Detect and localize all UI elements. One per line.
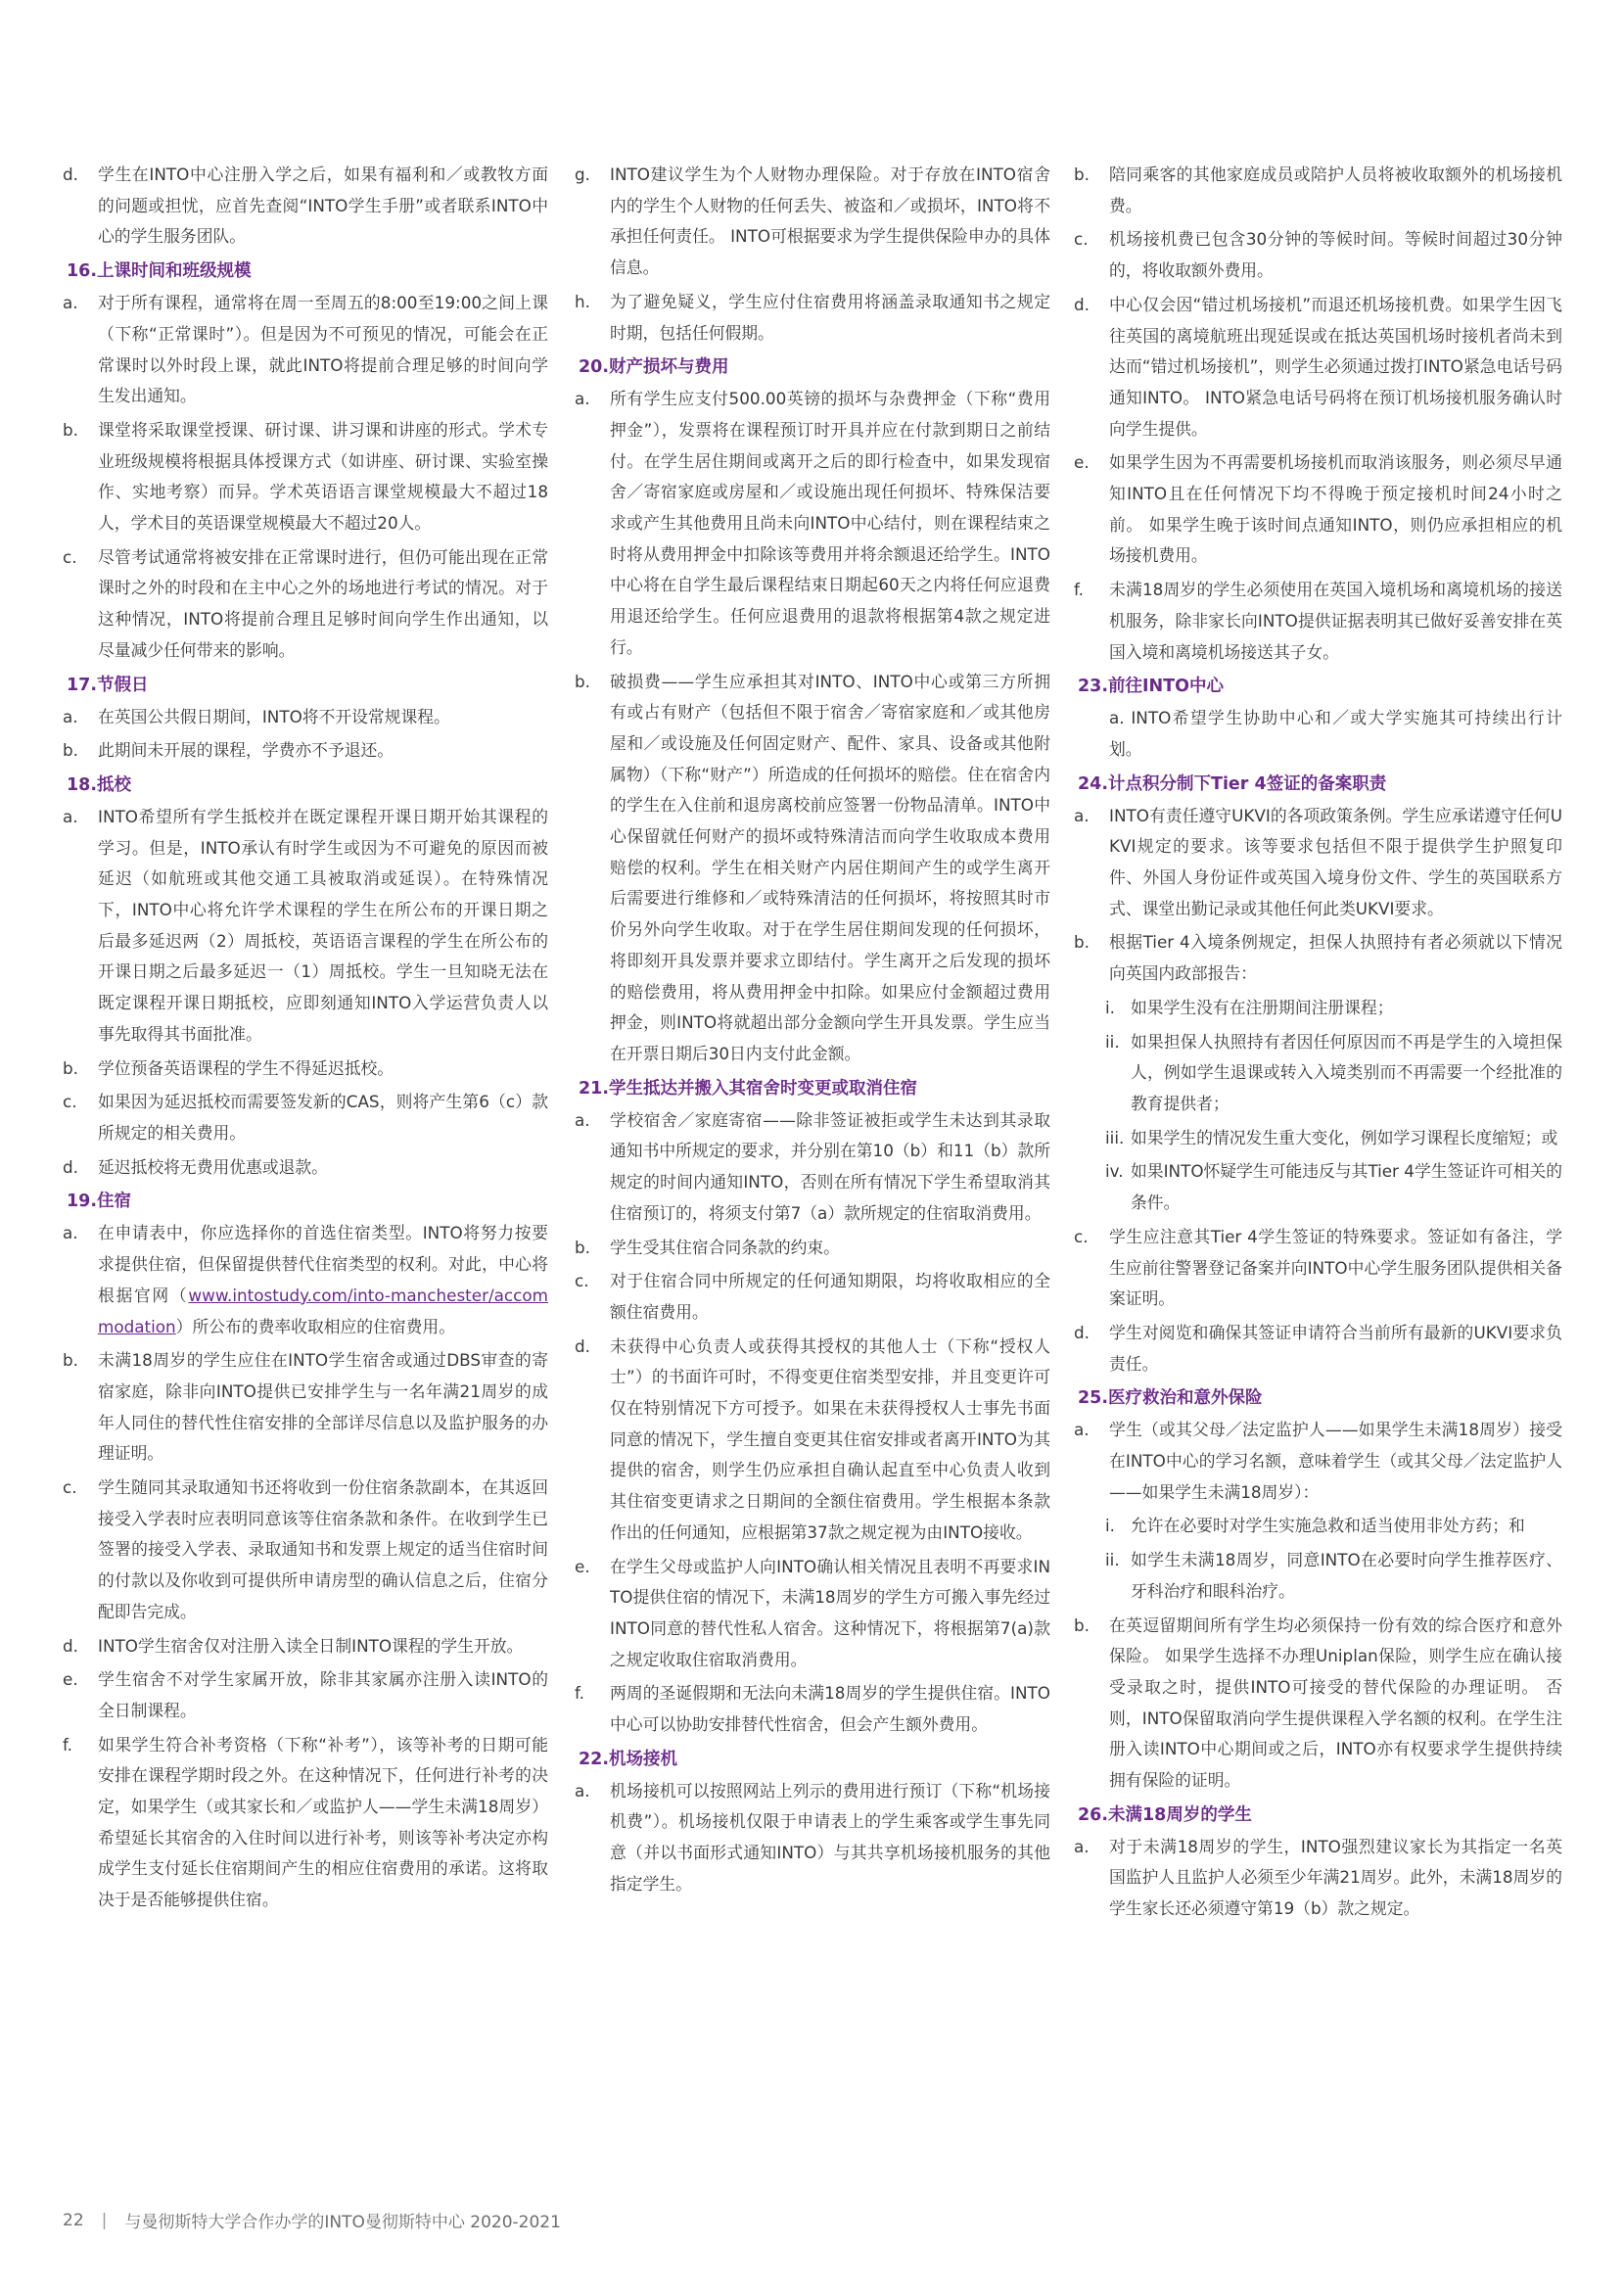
item-text: 两周的圣诞假期和无法向未满18周岁的学生提供住宿。INTO中心可以协助安排替代性宿舍，但会产生额外费用。 [610,1683,1050,1735]
item-text: 延迟抵校将无费用优惠或退款。 [98,1156,328,1177]
sub-item [1105,1027,1562,1120]
item-text: 陪同乘客的其他家庭成员或陪护人员将被收取额外的机场接机费。 [1109,164,1562,215]
item-marker: a. [575,1780,590,1801]
list-item [59,1053,548,1085]
item-text: 在英国公共假日期间，INTO将不开设常规课程。 [98,706,450,726]
item-marker: a. [1074,805,1090,825]
list-item [1070,447,1562,572]
item-marker: a. [575,389,590,409]
list-item [1070,1611,1562,1797]
list-item [571,1552,1050,1676]
item-marker: g. [575,164,590,184]
item-text: 机场接机费已包含30分钟的等候时间。等候时间超过30分钟的，将收取额外费用。 [1109,229,1562,281]
item-text: 学生（或其父母／法定监护人——如果学生未满18周岁）接受在INTO中心的学习名额，意味着学生（或其父母／法定监护人——如果学生未满18周岁）： [1109,1420,1562,1502]
sub-marker: ii. [1105,1550,1120,1570]
item-marker: b. [1074,164,1090,184]
item-marker: d. [63,164,78,184]
sub-text: 如果学生没有在注册期间注册课程； [1131,997,1394,1017]
item-text: 在学生父母或监护人向INTO确认相关情况且表明不再要求INTO提供住宿的情况下，未满18周岁的学生方可搬入事先经过INTO同意的替代性私人宿舍。这种情况下，将根据第7(a)款之规定收取住宿取消费用。 [610,1556,1050,1669]
item-marker: c. [1074,1226,1089,1246]
list-item [1070,801,1562,925]
list-item [59,1631,548,1662]
item-marker: b. [63,1057,78,1078]
section-heading: 20.财产损坏与费用 [579,357,729,378]
item-text: 学位预备英语课程的学生不得延迟抵校。 [98,1057,394,1078]
list-item [59,160,548,253]
section-15-continued [59,160,548,253]
section-heading: 25.医疗救治和意外保险 [1078,1388,1263,1409]
list-item [1070,1318,1562,1380]
section-17 [59,674,548,767]
item-text: 如果因为延迟抵校而需要签发新的CAS，则将产生第6（c）款所规定的相关费用。 [98,1092,548,1143]
section-22-continued [1070,160,1562,668]
list-item [1070,1832,1562,1925]
item-text: 对于住宿合同中所规定的任何通知期限，均将收取相应的全额住宿费用。 [610,1271,1050,1322]
section-20 [571,355,1050,1069]
item-text: 未满18周岁的学生应住在INTO学生宿舍或通过DBS审查的寄宿家庭，除非向INTO提供已安排学生与一名年满21周岁的成年人同住的替代性住宿安排的全部详尽信息以及监护服务的办理证明。 [98,1350,548,1464]
list-item [59,1473,548,1628]
item-marker: b. [575,671,590,691]
item-text: 对于所有课程，通常将在周一至周五的8:00至19:00之间上课（下称“正常课时”）。但是因为不可预见的情况，可能会在正常课时以外时段上课，就此INTO将提前合理足够的时间向学生发出通知。 [98,293,548,406]
list-item [59,1087,548,1148]
item-marker: e. [63,1669,78,1690]
sub-marker: i. [1105,1516,1115,1536]
sub-item [1105,993,1562,1024]
list-item [59,288,548,412]
item-text-pre: 在申请表中，你应选择你的首选住宿类型。INTO将努力按要求提供住宿，但保留提供替代住宿类型的权利。对此，中心将根据官网（ [98,1223,548,1305]
sub-marker: iii. [1105,1127,1125,1147]
sub-item [1105,1156,1562,1218]
item-text: 根据Tier 4入境条例规定，担保人执照持有者必须就以下情况向英国内政部报告： [1109,932,1562,984]
list-item [1070,1415,1562,1508]
item-marker: c. [63,1477,77,1498]
item-text: INTO学生宿舍仅对注册入读全日制INTO课程的学生开放。 [98,1635,524,1656]
section-heading: 17.节假日 [67,675,149,695]
item-text: 未获得中心负责人或获得其授权的其他人士（下称“授权人士”）的书面许可时，不得变更住宿类型安排，并且变更许可仅在特别情况下方可授予。如果在未获得授权人士事先书面同意的情况下，学生擅自变更其住宿安排或者离开INTO为其提供的宿舍，则学生仍应承担自确认起直至中心负责人收到其住宿变更请求之日期间的全额住宿费用。学生根据本条款作出的任何通知，应根据第37款之规定视为由INTO接收。 [610,1335,1050,1542]
sub-text: 如果学生的情况发生重大变化，例如学习课程长度缩短；或 [1131,1127,1558,1147]
item-text: 如果学生符合补考资格（下称“补考”），该等补考的日期可能安排在课程学期时段之外。在这种情况下，任何进行补考的决定，如果学生（或其家长和／或监护人——学生未满18周岁）希望延长其宿舍的入住时间以进行补考，则该等补考决定亦构成学生支付延长住宿期间产生的相应住宿费用的承诺。这将取决于是否能够提供住宿。 [98,1734,548,1910]
item-marker: b. [63,1350,78,1371]
item-text: 课堂将采取课堂授课、研讨课、讲习课和讲座的形式。学术专业班级规模将根据具体授课方式（如讲座、研讨课、实验室操作、实地考察）而异。学术英语语言课堂规模最大不超过18人，学术目的英语课堂规模最大不超过20人。 [98,419,548,534]
list-item [571,1266,1050,1328]
section-heading: 16.上课时间和班级规模 [67,261,252,282]
list-item [571,1776,1050,1900]
section-heading: 24.计点积分制下Tier 4签证的备案职责 [1078,773,1387,794]
item-marker: f. [575,1683,585,1704]
list-item [571,160,1050,284]
sub-item [1105,1545,1562,1607]
item-text: 学生受其住宿合同条款的约束。 [610,1237,840,1257]
section-21 [571,1077,1050,1741]
list-item [571,1678,1050,1740]
list-item [1070,160,1562,221]
item-marker: c. [63,1092,77,1112]
item-text: 中心仅会因“错过机场接机”而退还机场接机费。如果学生因飞往英国的离境航班出现延误或在抵达英国机场时接机者尚未到达而“错过机场接机”，则学生必须通过拨打INTO紧急电话号码通知INTO。 INTO紧急电话号码将在预订机场接机服务确认时向学生提供。 [1109,294,1562,439]
sub-text: 允许在必要时对学生实施急救和适当使用非处方药；和 [1131,1516,1525,1536]
item-marker: a. [63,706,78,726]
sub-item [1105,1511,1562,1542]
footer-title: 与曼彻斯特大学合作办学的INTO曼彻斯特中心 2020-2021 [124,2213,561,2232]
list-item [59,415,548,539]
item-marker: b. [63,419,78,440]
section-heading: 22.机场接机 [579,1749,678,1769]
item-text: 如果学生因为不再需要机场接机而取消该服务，则必须尽早通知INTO且在任何情况下均不得晚于预定接机时间24小时之前。 如果学生晚于该时间点通知INTO，则仍应承担相应的机场接机费用。 [1109,452,1562,566]
item-text [98,1218,548,1342]
list-item [59,1152,548,1184]
item-marker: f. [63,1734,73,1755]
item-marker: d. [63,1635,78,1656]
list-item [59,1730,548,1916]
list-item [571,667,1050,1070]
list-item [59,702,548,733]
column-right [1070,160,1562,1932]
list-item [571,1105,1050,1230]
list-item [1070,927,1562,989]
section-heading: 26.未满18周岁的学生 [1078,1804,1252,1825]
item-marker: c. [575,1271,589,1291]
item-marker: c. [1074,229,1089,250]
list-item [571,287,1050,349]
section-26 [1070,1803,1562,1925]
item-marker: a. [1074,1420,1090,1440]
item-text: 未满18周岁的学生必须使用在英国入境机场和离境机场的接送机服务，除非家长向INTO提供证据表明其已做好妥善安排在英国入境和离境机场接送其子女。 [1109,580,1562,662]
list-item [59,1664,548,1726]
list-item [59,1218,548,1342]
page-footer [63,2208,561,2232]
column-middle [571,160,1050,1907]
item-marker: a. [63,293,78,313]
item-marker: a. [63,806,78,826]
item-text: 尽管考试通常将被安排在正常课时进行，但仍可能出现在正常课时之外的时段和在主中心之外的场地进行考试的情况。对于这种情况，INTO将提前合理且足够时间向学生作出通知，以尽量减少任何带来的影响。 [98,546,548,660]
item-marker: d. [575,1335,590,1356]
item-marker: a. [575,1109,590,1130]
item-marker: h. [575,291,590,311]
column-left [59,160,548,1923]
item-text: 机场接机可以按照网站上列示的费用进行预订（下称“机场接机费”）。机场接机仅限于申请表上的学生乘客或学生事先同意（并以书面形式通知INTO）与其共享机场接机服务的其他指定学生。 [610,1780,1050,1894]
list-item [1070,224,1562,286]
item-marker: d. [1074,294,1090,314]
accommodation-link[interactable]: www.intostudy.com/into-manchester/accommodation [98,1285,548,1336]
list-item [1070,290,1562,445]
item-marker: b. [1074,1614,1090,1635]
item-text: 学生应注意其Tier 4学生签证的特殊要求。签证如有备注，学生应前往警署登记备案并向INTO中心学生服务团队提供相关备案证明。 [1109,1226,1562,1309]
item-text: 为了避免疑义，学生应付住宿费用将涵盖录取通知书之规定时期，包括任何假期。 [610,291,1050,343]
item-marker: d. [63,1156,78,1177]
item-marker: d. [1074,1322,1090,1342]
sub-text: 如果INTO怀疑学生可能违反与其Tier 4学生签证许可相关的条件。 [1131,1161,1563,1213]
list-item [1070,1222,1562,1315]
item-text: 破损费——学生应承担其对INTO、INTO中心或第三方所拥有或占有财产（包括但不限于宿舍／寄宿家庭和／或其他房屋和／或设施及任何固定财产、配件、家具、设备或其他附属物）（下称“财产”）所造成的任何损坏的赔偿。住在宿舍内的学生在入住前和退房离校前应签署一份物品清单。INTO中心保留就任何财产的损坏或特殊清洁而向学生收取成本费用赔偿的权利。学生在相关财产内居住期间产生的或学生离开后需要进行维修和／或特殊清洁的任何损坏，将按照其时市价另外向学生收取。对于在学生居住期间发现的任何损坏，将即刻开具发票并要求立即结付。学生离开之后发现的损坏的赔偿费用，将从费用押金中扣除。如果应付金额超过费用押金，则INTO将就超出部分金额向学生开具发票。学生应当在开票日期后30日内支付此金额。 [610,671,1050,1063]
page-number: 22 [63,2210,84,2230]
item-text: 对于未满18周岁的学生，INTO强烈建议家长为其指定一名英国监护人且监护人必须至少年满21周岁。此外，未满18周岁的学生家长还必须遵守第19（b）款之规定。 [1109,1836,1562,1919]
list-item [59,802,548,1051]
item-text: 所有学生应支付500.00英镑的损坏与杂费押金（下称“费用押金”），发票将在课程预订时开具并应在付款到期日之前结付。在学生居住期间或离开之后的即行检查中，如果发现宿舍／寄宿家庭或房屋和／或设施出现任何损坏、特殊保洁要求或产生其他费用且尚未向INTO中心结付，则在课程结束之时将从费用押金中扣除该等费用并将余额退还给学生。INTO中心将在自学生最后课程结束日期起60天之内将任何应退费用退还给学生。任何应退费用的退款将根据第4款之规定进行。 [610,389,1050,657]
item-text: INTO建议学生为个人财物办理保险。对于存放在INTO宿舍内的学生个人财物的任何丢失、被盗和／或损坏，INTO将不承担任何责任。 INTO可根据要求为学生提供保险申办的具体信息。 [610,164,1050,278]
item-marker: f. [1074,580,1085,600]
item-text: a. INTO希望学生协助中心和／或大学实施其可持续出行计划。 [1109,708,1562,759]
item-marker: b. [63,740,78,761]
section-heading: 21.学生抵达并搬入其宿舍时变更或取消住宿 [579,1078,917,1099]
item-text: 学生随同其录取通知书还将收到一份住宿条款副本，在其返回接受入学表时应表明同意该等住宿条款和条件。在收到学生已签署的接受入学表、录取通知书和发票上规定的适当住宿时间的付款以及你收到可提供所申请房型的确认信息之后，住宿分配即告完成。 [98,1477,548,1621]
list-item [571,1233,1050,1264]
section-heading: 19.住宿 [67,1192,132,1212]
section-18 [59,773,548,1183]
list-item [571,384,1050,663]
item-marker [1070,703,1109,765]
sub-text: 如学生未满18周岁，同意INTO在必要时向学生推荐医疗、牙科治疗和眼科治疗。 [1131,1550,1562,1601]
section-19-continued [571,160,1050,349]
item-marker: a. [1074,1836,1090,1856]
item-text: 学校宿舍／家庭寄宿——除非签证被拒或学生未达到其录取通知书中所规定的要求，并分别在第10（b）和11（b）款所规定的时间内通知INTO，否则在所有情况下学生希望取消其住宿预订的，将须支付第7（a）款所规定的住宿取消费用。 [610,1109,1050,1223]
item-marker: b. [1074,932,1090,953]
list-item [1070,703,1562,765]
section-24 [1070,772,1562,1380]
sub-text: 如果担保人执照持有者因任何原因而不再是学生的入境担保人，例如学生退课或转入入境类别而不再需要一个经批准的教育提供者； [1131,1031,1562,1113]
item-text: INTO希望所有学生抵校并在既定课程开课日期开始其课程的学习。但是，INTO承认有时学生或因为不可避免的原因而被延迟（如航班或其他交通工具被取消或延误）。在特殊情况下，INTO中心将允许学术课程的学生在所公布的开课日期之后最多延迟两（2）周抵校，英语语言课程的学生在所公布的开课日期之后最多延迟一（1）周抵校。学生一旦知晓无法在既定课程开课日期抵校，应即刻通知INTO入学运营负责人以事先取得其书面批准。 [98,806,548,1044]
item-marker: c. [63,546,77,567]
item-text: 学生在INTO中心注册入学之后，如果有福利和／或教牧方面的问题或担忧，应首先查阅“INTO学生手册”或者联系INTO中心的学生服务团队。 [98,164,548,247]
list-item [59,1345,548,1470]
list-item [571,1332,1050,1549]
item-text: 学生宿舍不对学生家属开放，除非其家属亦注册入读INTO的全日制课程。 [98,1669,548,1720]
footer-separator: | [101,2210,108,2230]
section-16 [59,259,548,666]
list-item [1070,575,1562,668]
item-marker: e. [575,1556,590,1576]
section-heading: 23.前往INTO中心 [1078,677,1224,697]
item-text: INTO有责任遵守UKVI的各项政策条例。学生应承诺遵守任何UKVI规定的要求。该等要求包括但不限于提供学生护照复印件、外国人身份证件或英国入境身份文件、学生的英国联系方式、课堂出勤记录或其他任何此类UKVI要求。 [1109,805,1562,918]
list-item [59,542,548,667]
section-19 [59,1190,548,1915]
sub-marker: ii. [1105,1031,1120,1052]
item-text: 在英逗留期间所有学生均必须保持一份有效的综合医疗和意外保险。 如果学生选择不办理Uniplan保险，则学生应在确认接受录取之时，提供INTO可接受的替代保险的办理证明。 否则，INTO保留取消向学生提供课程入学名额的权利。在学生注册入读INTO中心期间或之后，INTO亦有权要求学生提供持续拥有保险的证明。 [1109,1614,1562,1791]
item-text-post: ）所公布的费率收取相应的住宿费用。 [175,1316,455,1336]
item-marker: e. [1074,452,1090,473]
section-25 [1070,1386,1562,1796]
item-marker: a. [63,1223,78,1243]
section-22 [571,1748,1050,1900]
section-heading: 18.抵校 [67,774,132,795]
item-marker: b. [575,1237,590,1257]
item-text: 此期间未开展的课程，学费亦不予退还。 [98,740,394,761]
item-text: 学生对阅览和确保其签证申请符合当前所有最新的UKVI要求负责任。 [1109,1322,1562,1374]
sub-item [1105,1123,1562,1154]
list-item [59,735,548,767]
sub-marker: i. [1105,997,1115,1017]
section-23 [1070,675,1562,765]
sub-marker: iv. [1105,1161,1124,1182]
